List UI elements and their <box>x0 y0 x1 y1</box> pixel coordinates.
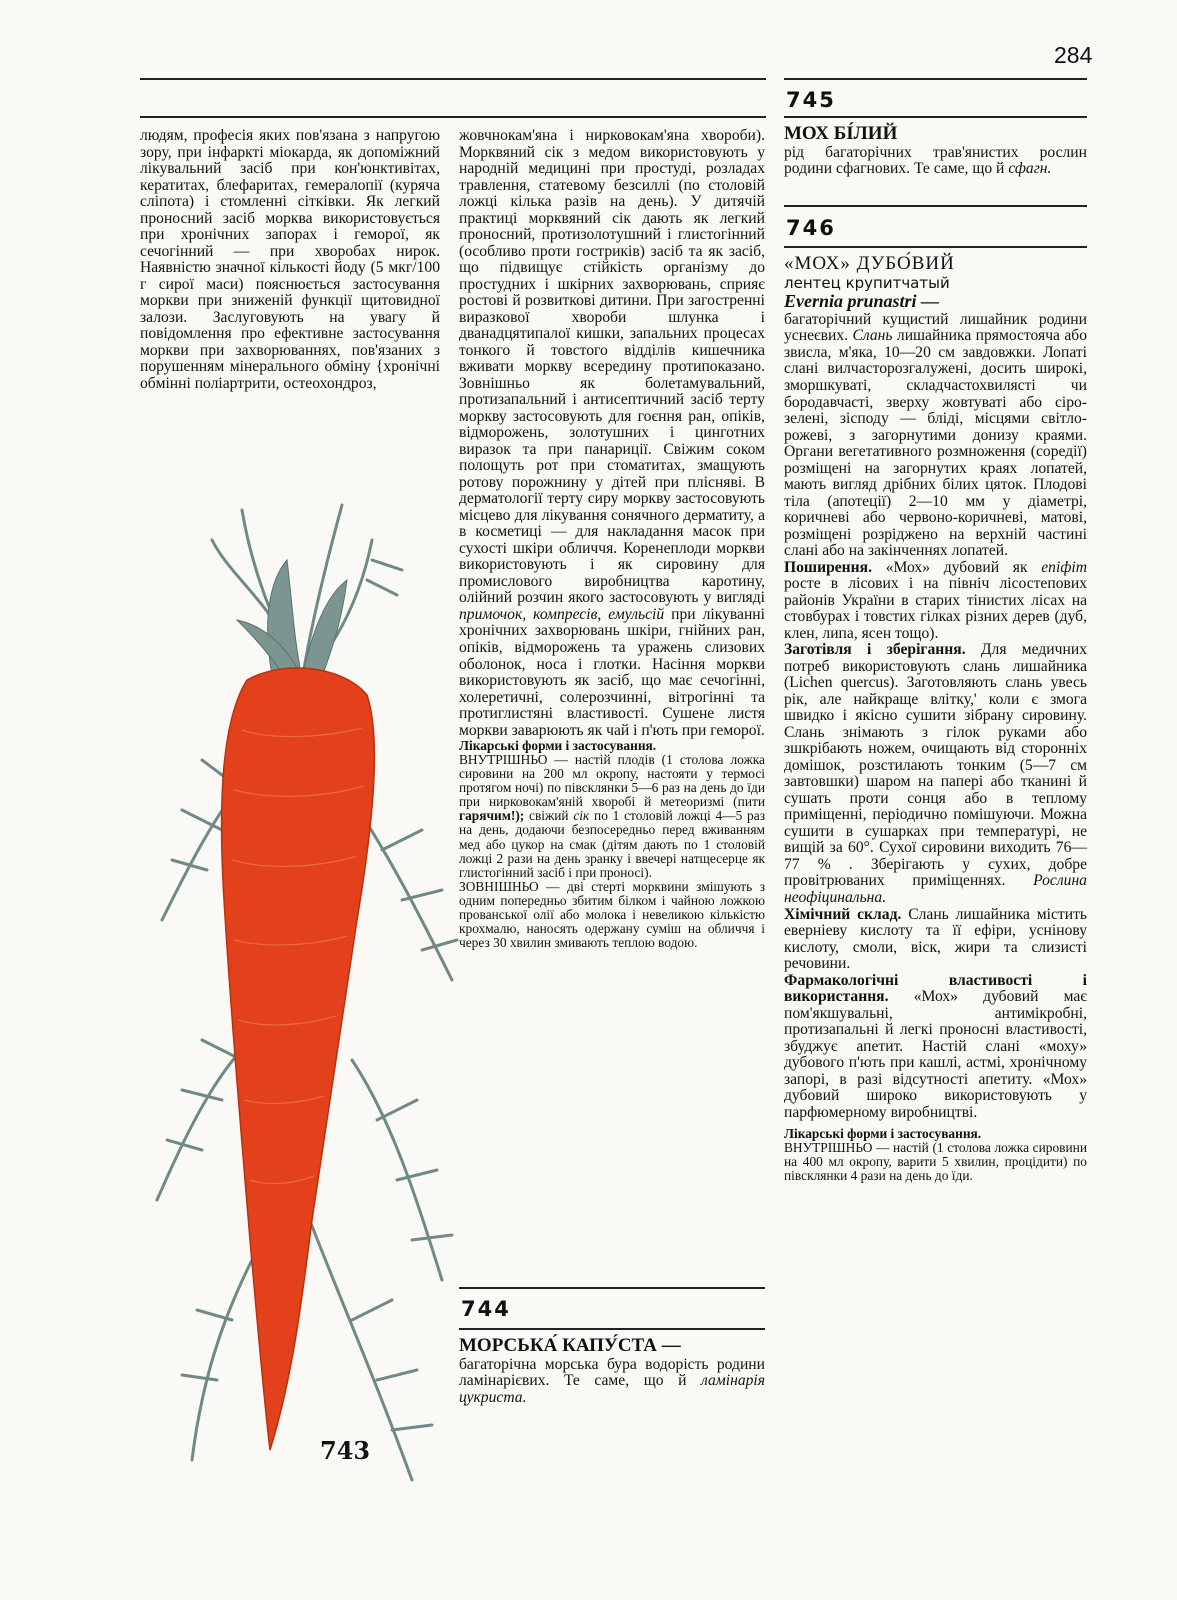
entry-745 <box>784 124 1087 178</box>
entry-746-intro: багаторічний кущистий лишайник родини уснеєвих. <box>784 310 1087 345</box>
col2-internal-label: ВНУТРІШНЬО <box>459 752 548 768</box>
column-1-text <box>140 128 440 392</box>
carrot-illustration <box>152 500 462 1495</box>
entry-746-spread-heading: Поширення. <box>784 558 872 576</box>
col1-paragraph: людям, професія яких пов'язана з напругою зору, при інфаркті міокарда, як допоміжний лікувальний засіб при кон'юнктивітах, кератитах, блефаритах, гемералопії (куряча сліпота) і стомленні сітківки. Як легкий проносний засіб морква використовується при хронічних запорах і геморої, як сечогінний — при хворобах нирок. Наявністю значної кількості йоду (5 мкг/100 г сирої маси) пояснюється застосування моркви при зниженій функції щитовидної залози. Заслуговують на увагу й повідомлення про ефективне застосування моркви при захворюваннях, пов'язаних з порушенням мінерального обміну {хронічні обмінні поліартрити, остеохондроз, <box>140 127 440 392</box>
entry-745-number: 745 <box>786 88 836 112</box>
col2-internal-text3: по 1 столовій ложці 4—5 раз на день, додаючи безпосередньо перед вживанням мед або цукор на смак (дітям дають по 1 столовій ложці 2 рази на день зранку і ввечері натщесерце як глистогінний засіб і при проносі). <box>459 808 765 880</box>
entry-746-harvest-heading: Заготівля і зберігання. <box>784 641 966 659</box>
col2-external-label: ЗОВНІШНЬО <box>459 878 539 894</box>
top-rule-left <box>140 78 766 80</box>
col2-italic: примочок, компресів, емульсій <box>459 605 665 623</box>
rule-under-744 <box>459 1328 765 1330</box>
entry-746-forms-label: ВНУТРІШНЬО <box>784 1140 873 1156</box>
col2-internal-bold: гарячим!); <box>459 808 525 824</box>
col2-forms-heading: Лікарські форми і застосування. <box>459 738 657 754</box>
entry-746-title: «МОХ» ДУБО́ВИЙ <box>784 253 955 274</box>
entry-746-forms-heading: Лікарські форми і застосування. <box>784 1126 982 1142</box>
entry-746-spread-text: «Мох» дубовий як <box>885 558 1028 576</box>
rule-above-744 <box>459 1287 765 1289</box>
page-number: 284 <box>1054 42 1093 68</box>
entry-746-latin: Evernia prunastri — <box>784 291 940 312</box>
entry-746-pharm-text: «Мох» дубовий має пом'якшувальні, антимікробні, протизапальні й легкі проносні властивості, збуджує апетит. Настій слані «моху» дубового п'ють при кашлі, астмі, хронічному запорі, в разі відсутності апетиту. «Мох» дубовий широко використовують у парфюмерному виробництві. <box>784 988 1087 1121</box>
col2-external-text: — дві стерті морквини змішують з одним попередньо збитим білком і чайною ложкою прованської олії або молока і невеликою кількістю крохмалю, наносять одержану суміш на обличчя і через 30 хвилин змивають теплою водою. <box>459 878 765 950</box>
entry-746-forms-text: — настій (1 столова ложка сировини на 400 мл окропу, варити 5 хвилин, процідити) по півсклянки 4 рази на день до їди. <box>784 1140 1087 1184</box>
entry-746-pharm-heading: Фармакологічні властивості і використання. <box>784 971 1087 1006</box>
entry-746-intro2: лишайника прямостояча або звисла, м'яка, 10—20 см завдовжки. Лопаті слані вилчасторозгалужені, досить широкі, зморшкуваті, складчастохвилясті чи бородавчасті, зверху жовтуваті або сіро-зелені, зісподу — бліді, місцями світло-рожеві, з загорнутими донизу краями. Органи вегетативного розмноження (соредії) розміщені на загорнутих краях лопатей, мають вигляд дрібних білих цяток. Плодові тіла (апотеції) 2—10 мм у діаметрі, коричневі або червоно-коричневі, матові, розміщені розріджено на верхній частині слані або на закінченнях лопатей. <box>784 327 1088 560</box>
col2-after-text: при лікуванні хронічних захворювань шкіри, гнійних ран, опіків, відморожень та уражень слизових оболонок, носа і глотки. Насіння моркви використовують як засіб, що має сечогінні, холеретичні, солерозчинні, вітрогінні та протиглистяні властивості. Сушене листя моркви заварюють як чай і п'ють при геморої. <box>459 605 765 739</box>
entry-746-harvest-text: Для медичних потреб використовують слань лишайника (Lichen quercus). Заготовляють слань увесь рік, але найкраще влітку,' коли є змога швидко і якісно сушити зібрану сировину. Слань знімають з гілок руками або зшкрібають ножем, очищають від сторонніх домішок, розстилають тонким (5—7 см завтовшки) шаром на папері або тканині й сушать проти сонця або в теплому приміщенні, періодично помішуючи. Можна сушити в сушарках при температурі, не вищій за 60°. Сухої сировини виходить 76—77 % . Зберігають у сухих, добре провітрюваних приміщеннях. <box>784 641 1087 890</box>
col2-main-text: жовчнокам'яна і нирковокам'яна хвороби). Морквяний сік з медом використовують у народній медицині при простуді, розладах травлення, статевому безсиллі (по столовій ложці кілька разів на день). У дитячій практиці морквяний сік дають як легкий проносний, протизолотушний і глистогінний (особливо проти гостриків) засіб та як засіб, що підвищує стійкість організму до простудних і шкірних захворювань, сприяє ростові й розвиткові дитини. При загостренні виразкової хвороби шлунка і дванадцятипалої кишки, запальних процесах тонкого й товстого відділів кишечника вживати моркву всередину протипоказано. Зовнішньо як болетамувальний, протизапальний і антисептичний засіб терту моркву застосовують для гоєння ран, опіків, відморожень, золотушних і цинготних виразок та при панариції. Свіжим соком полощуть рот при стоматитах, змащують ротову порожнину у дітей при плісняві. В дерматології терту сиру моркву застосовують місцево для лікування сонячного дерматиту, а в косметиці — для накладання масок при сухості шкіри обличчя. Коренеплоди моркви використовують і як сировину для промислового виробництва каротину, олійний розчин якого застосовують у вигляді <box>459 127 765 607</box>
column-2-text <box>459 128 765 950</box>
entry-744-number: 744 <box>461 1297 511 1321</box>
entry-744-title: МОРСЬКА́ КАПУ́СТА — <box>459 1335 681 1356</box>
rule-under-745 <box>784 116 1087 118</box>
entry-746-spread-italic: епіфіт <box>1041 558 1087 576</box>
plate-number: 743 <box>320 1436 371 1465</box>
top-rule-right <box>784 78 1087 80</box>
entry-746-russian: лентец крупитчатый <box>784 273 950 292</box>
entry-746-intro-italic: Слань <box>852 327 893 345</box>
entry-745-text: рід багаторічних трав'янистих рослин родини сфагнових. Те саме, що й <box>784 143 1087 178</box>
carrot-drawing <box>152 500 462 1495</box>
entry-744-link: ламінарія цукриста. <box>459 1372 765 1406</box>
col2-internal-italic: сік <box>573 808 590 824</box>
entry-746-harvest-italic: Рослина неофіцинальна. <box>784 872 1087 906</box>
col2-internal-text: — настій плодів (1 столова ложка сировини на 200 мл окропу, настояти у термосі протягом ночі) по півсклянки 5—6 раз на день до їди при нирковокам'яній хворобі й метеоризмі (пити <box>459 752 765 810</box>
entry-745-title: МОХ БІ́ЛИЙ <box>784 123 898 144</box>
entry-746-chem-text: Слань лишайника містить еверніеву кислоту та її ефіри, уснінову кислоту, смоли, віск, жири та слизисті речовини. <box>784 905 1088 973</box>
rule-above-746 <box>784 205 1087 207</box>
entry-746-spread-text2: росте в лісових і на північ лісостепових районів України в старих тінистих лісах на стовбурах і товстих гілках різних дерев (дуб, клен, липа, ясен тощо). <box>784 575 1087 642</box>
entry-744 <box>459 1336 765 1406</box>
entry-745-link: сфагн. <box>1008 160 1052 178</box>
entry-746-number: 746 <box>786 216 836 240</box>
rule-under-745-left <box>140 116 766 118</box>
rule-under-746 <box>784 246 1087 248</box>
entry-746-chem-heading: Хімічний склад. <box>784 905 902 923</box>
entry-746 <box>784 254 1087 1183</box>
entry-744-text: багаторічна морська бура водорість родини ламінарієвих. Те саме, що й <box>459 1355 765 1390</box>
col2-internal-text2: свіжий <box>529 808 569 824</box>
